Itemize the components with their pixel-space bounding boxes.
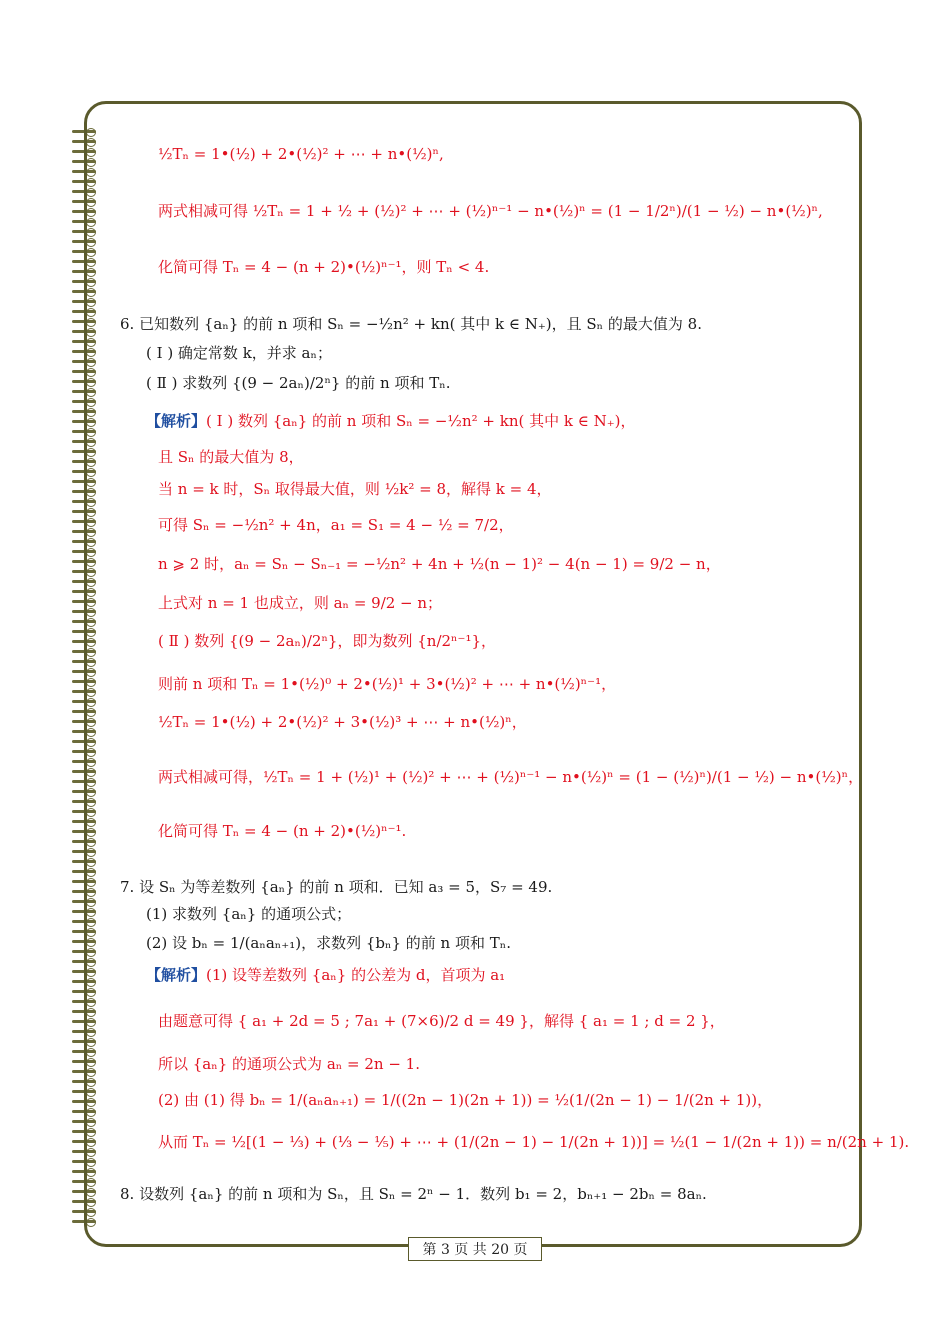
question-7-part-2: (2) 设 bₙ = 1/(aₙaₙ₊₁)，求数列 {bₙ} 的前 n 项和 Tₙ. [146,934,512,952]
solution-line: 由题意可得 { a₁ + 2d = 5 ; 7a₁ + (7×6)/2 d = 49 }，解得 { a₁ = 1 ; d = 2 }， [158,1012,725,1030]
question-7: 7. 设 Sₙ 为等差数列 {aₙ} 的前 n 项和．已知 a₃ = 5，S₇ = 49. [120,878,553,896]
solution-line: 化简可得 Tₙ = 4 − (n + 2)•(½)ⁿ⁻¹，则 Tₙ < 4. [158,258,490,276]
solution-line: 且 Sₙ 的最大值为 8， [158,448,304,466]
solution-line: ½Tₙ = 1•(½) + 2•(½)² + 3•(½)³ + ⋯ + n•(½)ⁿ， [158,713,527,731]
question-6: 6. 已知数列 {aₙ} 的前 n 项和 Sₙ = −½n² + kn( 其中 k ∈ N₊)，且 Sₙ 的最大值为 8. [120,315,702,333]
question-6-part-1: ( Ⅰ ) 确定常数 k，并求 aₙ； [146,344,332,362]
analysis-row [146,964,505,986]
solution-line: 从而 Tₙ = ½[(1 − ⅓) + (⅓ − ⅕) + ⋯ + (1/(2n − 1) − 1/(2n + 1))] = ½(1 − 1/(2n + 1)) = n/(2n + 1). [158,1133,910,1151]
solution-line: ½Tₙ = 1•(½) + 2•(½)² + ⋯ + n•(½)ⁿ, [158,145,444,163]
solution-line: ( Ⅰ ) 数列 {aₙ} 的前 n 项和 Sₙ = −½n² + kn( 其中 k ∈ N₊)， [206,412,636,430]
solution-line: 所以 {aₙ} 的通项公式为 aₙ = 2n − 1. [158,1055,420,1073]
solution-line: 化简可得 Tₙ = 4 − (n + 2)•(½)ⁿ⁻¹. [158,822,407,840]
solution-line: 当 n = k 时，Sₙ 取得最大值，则 ½k² = 8，解得 k = 4， [158,480,552,498]
solution-line: n ⩾ 2 时，aₙ = Sₙ − Sₙ₋₁ = −½n² + 4n + ½(n − 1)² − 4(n − 1) = 9/2 − n， [158,555,721,573]
solution-line: 则前 n 项和 Tₙ = 1•(½)⁰ + 2•(½)¹ + 3•(½)² + ⋯ + n•(½)ⁿ⁻¹， [158,675,617,693]
question-8: 8. 设数列 {aₙ} 的前 n 项和为 Sₙ，且 Sₙ = 2ⁿ − 1．数列 b₁ = 2，bₙ₊₁ − 2bₙ = 8aₙ. [120,1185,707,1203]
solution-line: 两式相减可得，½Tₙ = 1 + (½)¹ + (½)² + ⋯ + (½)ⁿ⁻¹ − n•(½)ⁿ = (1 − (½)ⁿ)/(1 − ½) − n•(½)ⁿ， [158,768,864,786]
solution-line: 两式相减可得 ½Tₙ = 1 + ½ + (½)² + ⋯ + (½)ⁿ⁻¹ − n•(½)ⁿ = (1 − 1/2ⁿ)/(1 − ½) − n•(½)ⁿ, [158,202,823,220]
solution-line: (1) 设等差数列 {aₙ} 的公差为 d，首项为 a₁ [206,966,506,984]
page-number: 第 3 页 共 20 页 [408,1237,542,1261]
solution-line: 上式对 n = 1 也成立，则 aₙ = 9/2 − n； [158,594,443,612]
analysis-row [146,410,636,432]
solution-line: 可得 Sₙ = −½n² + 4n，a₁ = S₁ = 4 − ½ = 7/2， [158,516,514,534]
analysis-label: 【解析】 [146,412,207,430]
question-7-part-1: (1) 求数列 {aₙ} 的通项公式； [146,905,352,923]
solution-line: ( Ⅱ ) 数列 {(9 − 2aₙ)/2ⁿ}，即为数列 {n/2ⁿ⁻¹}， [158,632,497,650]
question-6-part-2: ( Ⅱ ) 求数列 {(9 − 2aₙ)/2ⁿ} 的前 n 项和 Tₙ. [146,374,451,392]
solution-line: (2) 由 (1) 得 bₙ = 1/(aₙaₙ₊₁) = 1/((2n − 1)(2n + 1)) = ½(1/(2n − 1) − 1/(2n + 1))， [158,1091,773,1109]
analysis-label: 【解析】 [146,966,207,984]
